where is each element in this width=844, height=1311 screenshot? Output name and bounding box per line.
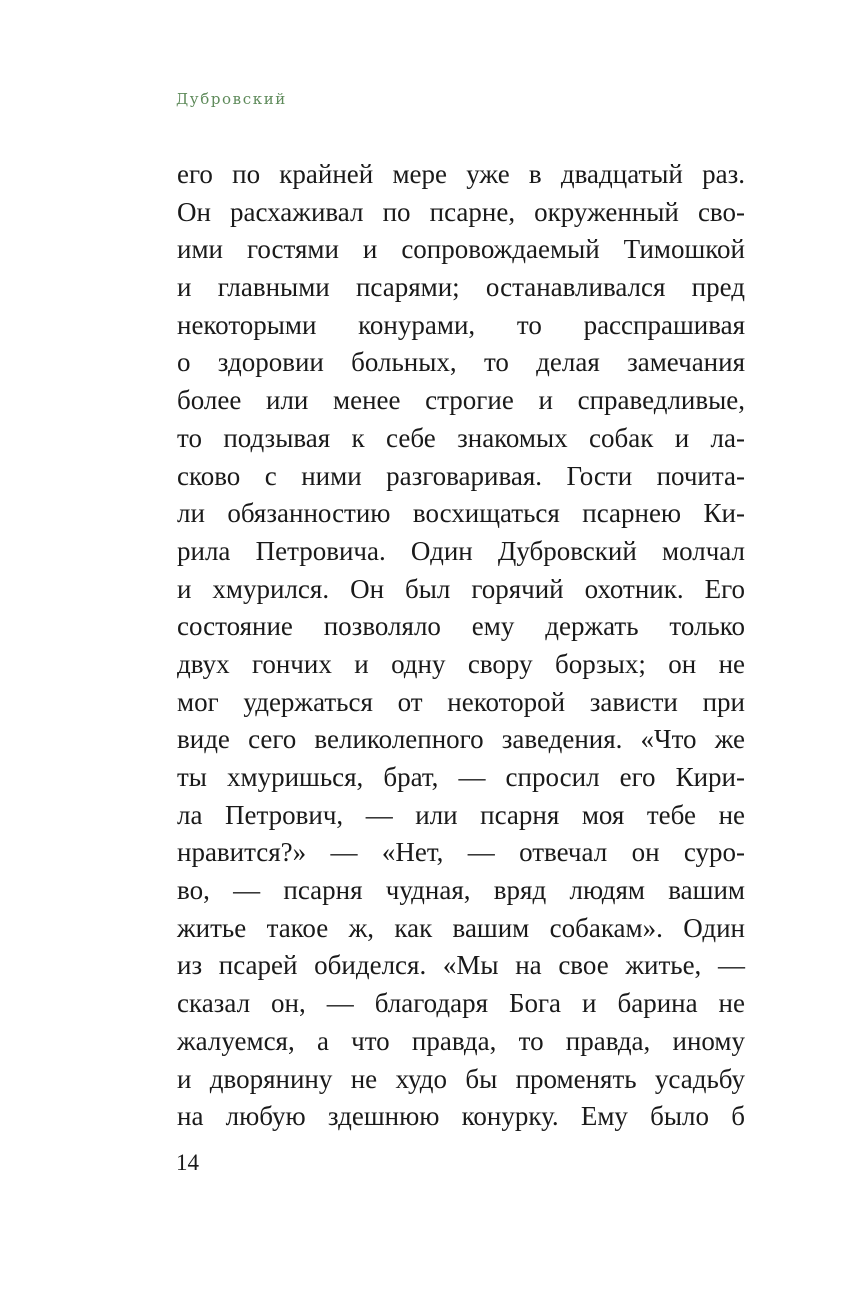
text-line: и дворянину не худо бы променять усадьбу (177, 1063, 745, 1094)
text-line: житье такое ж, как вашим собакам». Один (177, 912, 745, 943)
text-line: рила Петровича. Один Дубровский молчал (177, 535, 745, 566)
page-number: 14 (176, 1150, 199, 1175)
text-line: ли обязанностию восхищаться псарнею Ки- (177, 498, 745, 529)
text-line: о здоровии больных, то делая замечания (177, 347, 745, 378)
running-head: Дубровский (176, 90, 287, 108)
text-line: ими гостями и сопровождаемый Тимошкой (177, 234, 745, 265)
text-line: сказал он, — благодаря Бога и барина не (177, 988, 745, 1019)
text-line: ла Петрович, — или псарня моя тебе не (177, 799, 745, 830)
body-text (177, 156, 745, 1136)
text-line: из псарей обиделся. «Мы на свое житье, — (177, 950, 745, 981)
text-line: виде сего великолепного заведения. «Что же (177, 724, 745, 755)
text-line: и хмурился. Он был горячий охотник. Его (177, 573, 745, 604)
text-line: некоторыми конурами, то расспрашивая (177, 309, 745, 340)
text-line: более или менее строгие и справедливые, (177, 385, 745, 416)
text-line: нравится?» — «Нет, — отвечал он суро- (177, 837, 745, 868)
text-line: ты хмуришься, брат, — спросил его Кири- (177, 762, 745, 792)
text-line: мог удержаться от некоторой зависти при (177, 686, 745, 717)
text-line: его по крайней мере уже в двадцатый раз. (177, 159, 745, 189)
text-line: Он расхаживал по псарне, окруженный сво- (177, 196, 745, 227)
text-line: и главными псарями; останавливался пред (177, 272, 745, 303)
text-line: то подзывая к себе знакомых собак и ла- (177, 422, 745, 453)
text-line: состояние позволяло ему держать только (177, 611, 745, 642)
text-line: сково с ними разговаривая. Гости почита- (177, 460, 745, 491)
text-line: жалуемся, а что правда, то правда, иному (177, 1025, 745, 1056)
text-line: во, — псарня чудная, вряд людям вашим (177, 875, 745, 906)
text-line: двух гончих и одну свору борзых; он не (177, 648, 745, 679)
text-line: на любую здешнюю конурку. Ему было б (177, 1101, 745, 1132)
